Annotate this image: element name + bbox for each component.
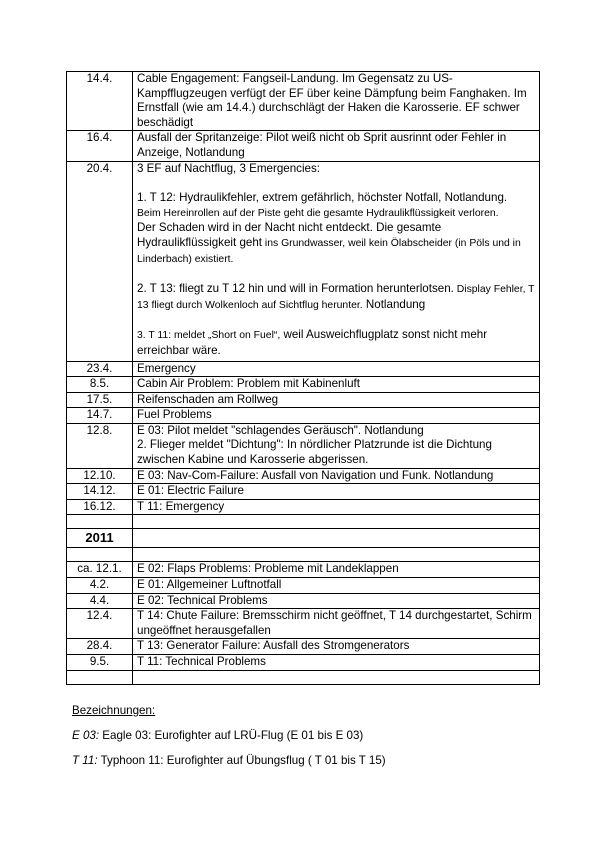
date-cell: 12.10.	[67, 468, 133, 484]
legend-t-text: Typhoon 11: Eurofighter auf Übungsflug ( T 01 bis T 15)	[97, 754, 386, 767]
date-cell: 8.5.	[67, 377, 133, 393]
description-cell	[133, 161, 540, 361]
e03-report: E 03: Pilot meldet "schlagendes Geräusch". Notlandung	[137, 423, 424, 437]
t12-paragraph	[137, 191, 535, 267]
t13-result: Notlandung	[362, 297, 426, 311]
t13-paragraph	[137, 282, 535, 313]
legend-e-text: Eagle 03: Eurofighter auf LRÜ-Flug (E 01 bis E 03)	[99, 729, 364, 742]
empty-row	[67, 548, 540, 562]
date-cell: 23.4.	[67, 361, 133, 377]
description-cell: E 02: Flaps Problems: Probleme mit Landeklappen	[133, 562, 540, 578]
t12-consequence-cont: ins Grundwasser, weil kein Ölabscheider (in Pöls und in Linderbach) existiert.	[137, 237, 521, 265]
night-flight-intro: 3 EF auf Nachtflug, 3 Emergencies:	[137, 161, 321, 175]
date-cell: ca. 12.1.	[67, 562, 133, 578]
description-cell: T 13: Generator Failure: Ausfall des Stromgenerators	[133, 639, 540, 655]
description-cell: Fuel Problems	[133, 408, 540, 424]
date-cell: 12.8.	[67, 423, 133, 468]
t13-detail: Display Fehler, T 13 fliegt durch Wolkenloch auf Sichtflug herunter.	[137, 284, 535, 311]
date-cell: 17.5.	[67, 392, 133, 408]
empty-row	[67, 515, 540, 529]
description-cell: E 02: Technical Problems	[133, 593, 540, 609]
table-row	[67, 484, 540, 500]
description-cell: T 14: Chute Failure: Bremsschirm nicht geöffnet, T 14 durchgestartet, Schirm ungeöffnet herausgefallen	[133, 609, 540, 639]
description-cell	[133, 423, 540, 468]
table-row	[67, 377, 540, 393]
legend-e-code: E 03:	[72, 729, 100, 742]
date-cell: 16.4.	[67, 131, 133, 161]
description-cell: T 11: Emergency	[133, 499, 540, 515]
legend-e-line	[72, 729, 363, 743]
seal-report: 2. Flieger meldet "Dichtung": In nördlicher Platzrunde ist die Dichtung zwischen Kabine und Karosserie abgerissen.	[137, 438, 492, 467]
year-heading: 2011	[67, 529, 133, 548]
table-row	[67, 161, 540, 361]
description-cell: T 11: Technical Problems	[133, 655, 540, 671]
table-row	[67, 423, 540, 468]
table-row	[67, 72, 540, 131]
table-row	[67, 408, 540, 424]
description-cell: Emergency	[133, 361, 540, 377]
date-cell: 9.5.	[67, 655, 133, 671]
description-cell: Ausfall der Spritanzeige: Pilot weiß nicht ob Sprit ausrinnt oder Fehler in Anzeige, Notlandung	[133, 131, 540, 161]
date-cell: 4.2.	[67, 578, 133, 594]
empty-row	[67, 670, 540, 684]
table-row	[67, 468, 540, 484]
table-row	[67, 361, 540, 377]
year-row	[67, 529, 540, 548]
table-row	[67, 639, 540, 655]
t11-summary: 3. T 11: meldet „Short on Fuel“,	[137, 330, 281, 342]
date-cell: 16.12.	[67, 499, 133, 515]
date-cell: 14.7.	[67, 408, 133, 424]
date-cell: 14.4.	[67, 72, 133, 131]
date-cell: 28.4.	[67, 639, 133, 655]
incident-table	[66, 71, 540, 685]
table-row	[67, 609, 540, 639]
table-row	[67, 578, 540, 594]
legend-heading: Bezeichnungen:	[72, 704, 156, 717]
date-cell: 4.4.	[67, 593, 133, 609]
description-cell: E 01: Electric Failure	[133, 484, 540, 500]
t12-detail: Beim Hereinrollen auf der Piste geht die gesamte Hydraulikflüssigkeit verloren.	[137, 207, 499, 219]
date-cell: 12.4.	[67, 609, 133, 639]
legend-t-code: T 11:	[72, 754, 98, 767]
t11-detail: weil Ausweichflugplatz sonst nicht mehr erreichbar wäre.	[137, 328, 488, 357]
description-cell: Cabin Air Problem: Problem mit Kabinenluft	[133, 377, 540, 393]
description-cell: Cable Engagement: Fangseil-Landung. Im Gegensatz zu US-Kampfflugzeugen verfügt der EF über keine Dämpfung beim Fanghaken. Im Ernstfall (wie am 14.4.) durchschlägt der Haken die Karosserie. EF schwer beschädigt	[133, 72, 540, 131]
table-row	[67, 655, 540, 671]
t11-paragraph	[137, 328, 535, 360]
t12-summary: 1. T 12: Hydraulikfehler, extrem gefährlich, höchster Notfall, Notlandung.	[137, 191, 508, 205]
t12-consequence: Der Schaden wird in der Nacht nicht entdeckt. Die gesamte Hydraulikflüssigkeit geht	[137, 221, 442, 249]
description-cell: E 01: Allgemeiner Luftnotfall	[133, 578, 540, 594]
table-row	[67, 499, 540, 515]
table-row	[67, 392, 540, 408]
t13-summary: 2. T 13: fliegt zu T 12 hin und will in Formation herunterlotsen.	[137, 282, 454, 296]
description-cell: E 03: Nav-Com-Failure: Ausfall von Navigation und Funk. Notlandung	[133, 468, 540, 484]
date-cell: 14.12.	[67, 484, 133, 500]
table-row	[67, 131, 540, 161]
description-cell: Reifenschaden am Rollweg	[133, 392, 540, 408]
table-row	[67, 562, 540, 578]
table-row	[67, 593, 540, 609]
legend-t-line	[72, 754, 386, 768]
date-cell: 20.4.	[67, 161, 133, 361]
